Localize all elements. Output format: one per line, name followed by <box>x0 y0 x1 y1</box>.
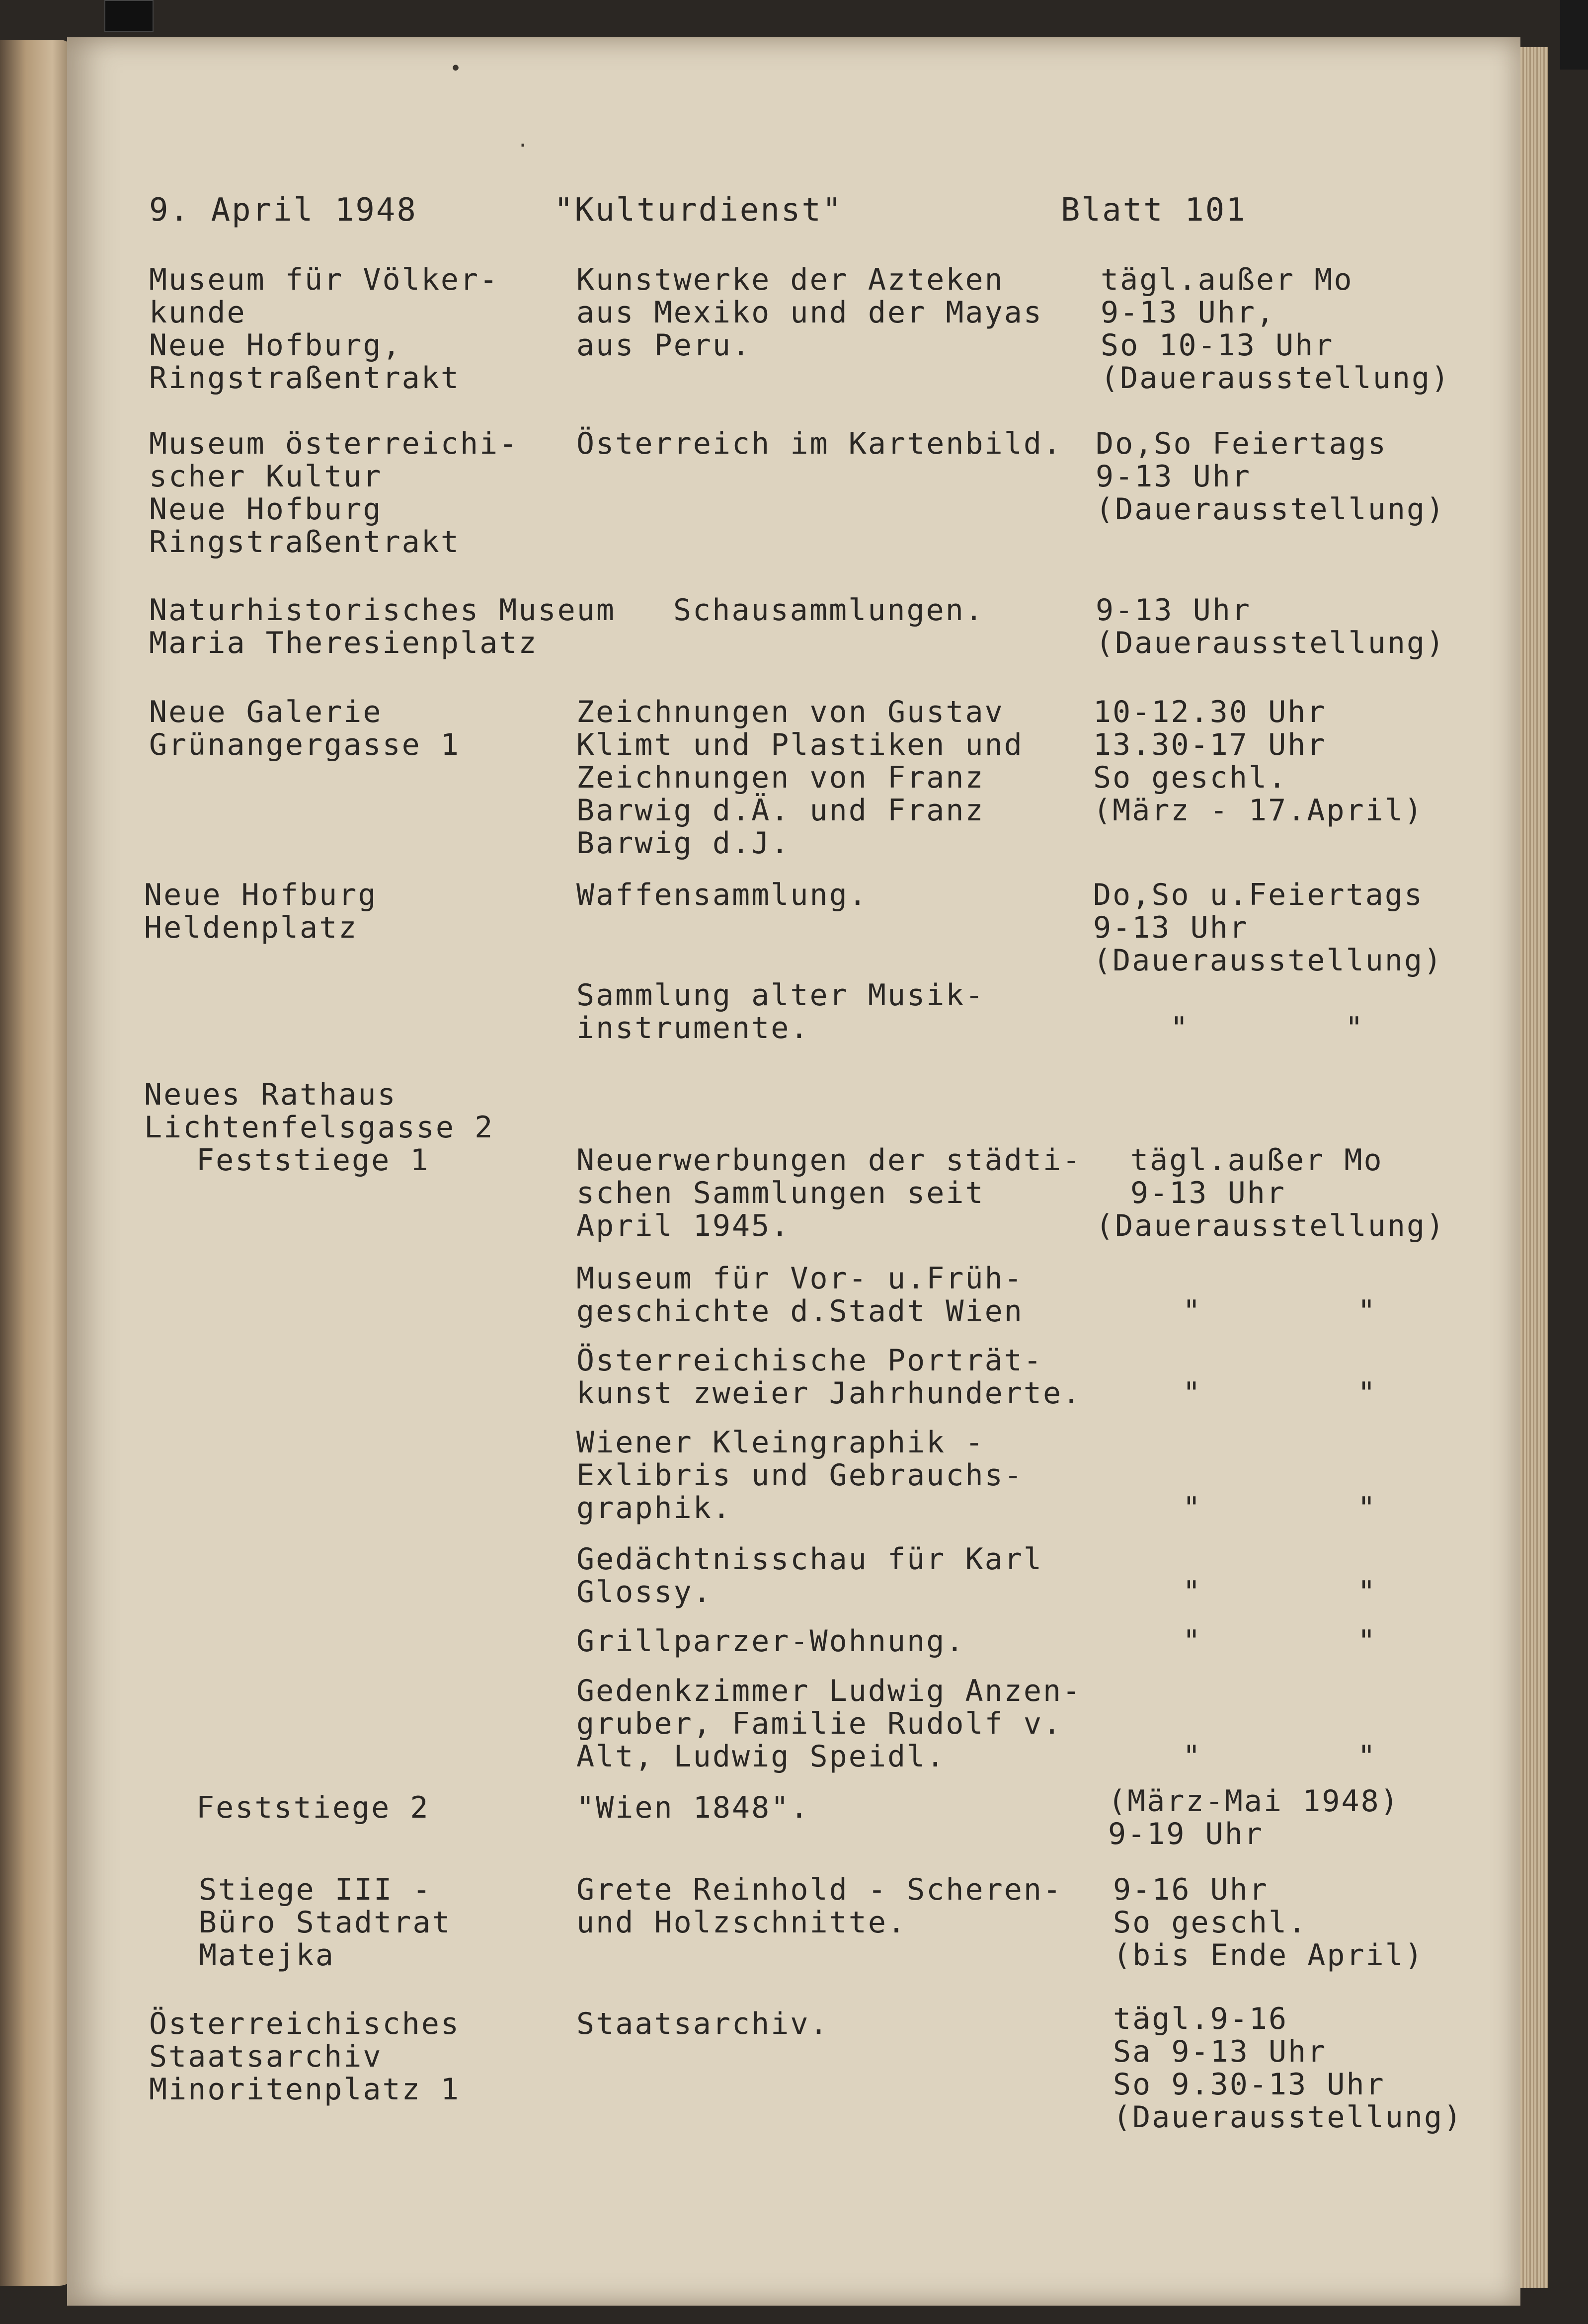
exhibition-line: Neuerwerbungen der städti- <box>576 1143 1082 1178</box>
location-line: Grünangergasse 1 <box>149 727 460 762</box>
exhibition-line: Staatsarchiv. <box>576 2006 829 2041</box>
stray-mark: • <box>450 57 462 80</box>
location-line: Ringstraßentrakt <box>149 525 460 560</box>
hours-line: 9-13 Uhr <box>1096 459 1251 494</box>
exhibition-line: Wiener Kleingraphik - <box>576 1425 985 1460</box>
hours-line: (März - 17.April) <box>1093 793 1424 828</box>
ditto-mark: " " <box>1183 1624 1377 1659</box>
header-publication: "Kulturdienst" <box>554 192 843 229</box>
location-line: Österreichisches <box>149 2006 460 2041</box>
ditto-mark: " " <box>1183 1294 1377 1329</box>
ditto-mark: " " <box>1183 1575 1377 1609</box>
hours-line: (Dauerausstellung) <box>1096 1208 1446 1243</box>
exhibition-line: graphik. <box>576 1491 732 1525</box>
exhibition-line: aus Mexiko und der Mayas <box>576 295 1043 330</box>
hours-line: (März-Mai 1948) <box>1108 1784 1400 1819</box>
hours-line: 9-13 Uhr, <box>1101 295 1276 330</box>
hours-line: Sa 9-13 Uhr <box>1113 2034 1327 2069</box>
hours-line: (bis Ende April) <box>1113 1938 1424 1973</box>
exhibition-line: Österreichische Porträt- <box>576 1343 1043 1378</box>
hours-line: (Dauerausstellung) <box>1113 2100 1463 2135</box>
exhibition-line: Gedenkzimmer Ludwig Anzen- <box>576 1674 1082 1708</box>
location-line: Neue Hofburg <box>144 878 378 912</box>
archive-tab <box>104 0 154 32</box>
exhibition-line: "Wien 1848". <box>576 1790 810 1825</box>
exhibition-line: gruber, Familie Rudolf v. <box>576 1706 1063 1741</box>
ditto-mark: " " <box>1183 1739 1377 1774</box>
exhibition-line: instrumente. <box>576 1011 810 1045</box>
location-line: Feststiege 2 <box>196 1790 430 1825</box>
exhibition-line: Grillparzer-Wohnung. <box>576 1624 965 1659</box>
hours-line: 9-13 Uhr <box>1096 593 1251 628</box>
exhibition-line: Grete Reinhold - Scheren- <box>576 1872 1063 1907</box>
exhibition-line: Gedächtnisschau für Karl <box>576 1542 1043 1577</box>
hours-line: So geschl. <box>1113 1905 1308 1940</box>
scan-color-bar <box>1560 0 1588 70</box>
hours-line: tägl.9-16 <box>1113 2002 1288 2036</box>
hours-line: (Dauerausstellung) <box>1101 361 1451 396</box>
location-line: Neue Galerie <box>149 695 383 729</box>
location-line: Ringstraßentrakt <box>149 361 460 396</box>
exhibition-line: schen Sammlungen seit <box>576 1176 985 1210</box>
exhibition-line: Exlibris und Gebrauchs- <box>576 1458 1024 1493</box>
hours-line: 9-16 Uhr <box>1113 1872 1269 1907</box>
exhibition-line: Sammlung alter Musik- <box>576 978 985 1013</box>
location-line: Stiege III - <box>199 1872 432 1907</box>
hours-line: tägl.außer Mo <box>1101 262 1353 297</box>
exhibition-line: April 1945. <box>576 1208 791 1243</box>
hours-line: 9-13 Uhr <box>1093 910 1249 945</box>
hours-line: (Dauerausstellung) <box>1096 626 1446 660</box>
exhibition-line: und Holzschnitte. <box>576 1905 907 1940</box>
page-stack-edge <box>1520 47 1548 2288</box>
location-line: Neues Rathaus <box>144 1077 397 1112</box>
exhibition-line: Kunstwerke der Azteken <box>576 262 1004 297</box>
location-line: Minoritenplatz 1 <box>149 2072 460 2107</box>
location-line: kunde <box>149 295 246 330</box>
location-line: Heldenplatz <box>144 910 358 945</box>
previous-page-edge <box>0 40 75 2286</box>
location-line: Naturhistorisches Museum <box>149 593 616 628</box>
hours-line: 13.30-17 Uhr <box>1093 727 1327 762</box>
hours-line: (Dauerausstellung) <box>1093 943 1443 978</box>
location-line: Staatsarchiv <box>149 2039 383 2074</box>
exhibition-line: kunst zweier Jahrhunderte. <box>576 1376 1082 1411</box>
exhibition-line: Zeichnungen von Franz <box>576 760 985 795</box>
location-line: Büro Stadtrat <box>199 1905 452 1940</box>
location-line: Neue Hofburg, <box>149 328 402 363</box>
exhibition-line: Alt, Ludwig Speidl. <box>576 1739 946 1774</box>
exhibition-line: aus Peru. <box>576 328 752 363</box>
hours-line: 10-12.30 Uhr <box>1093 695 1327 729</box>
exhibition-line: Glossy. <box>576 1575 713 1609</box>
hours-line: Do,So Feiertags <box>1096 426 1387 461</box>
hours-line: tägl.außer Mo <box>1130 1143 1383 1178</box>
hours-line: 9-19 Uhr <box>1108 1817 1264 1851</box>
ditto-mark: " " <box>1170 1011 1365 1045</box>
exhibition-line: Schausammlungen. <box>673 593 984 628</box>
stray-mark: · <box>517 134 529 157</box>
header-date: 9. April 1948 <box>149 192 417 229</box>
exhibition-line: Barwig d.J. <box>576 826 791 861</box>
exhibition-line: geschichte d.Stadt Wien <box>576 1294 1024 1329</box>
exhibition-line: Klimt und Plastiken und <box>576 727 1024 762</box>
location-line: Museum österreichi- <box>149 426 519 461</box>
exhibition-line: Zeichnungen von Gustav <box>576 695 1004 729</box>
location-line: Maria Theresienplatz <box>149 626 538 660</box>
ditto-mark: " " <box>1183 1491 1377 1525</box>
location-line: Museum für Völker- <box>149 262 499 297</box>
hours-line: 9-13 Uhr <box>1130 1176 1286 1210</box>
ditto-mark: " " <box>1183 1376 1377 1411</box>
exhibition-line: Museum für Vor- u.Früh- <box>576 1261 1024 1296</box>
hours-line: Do,So u.Feiertags <box>1093 878 1424 912</box>
location-line: scher Kultur <box>149 459 383 494</box>
hours-line: So 10-13 Uhr <box>1101 328 1334 363</box>
sublocation-line: Feststiege 1 <box>196 1143 430 1178</box>
location-line: Matejka <box>199 1938 335 1973</box>
location-line: Neue Hofburg <box>149 492 383 527</box>
header-sheet: Blatt 101 <box>1061 192 1247 229</box>
exhibition-line: Barwig d.Ä. und Franz <box>576 793 985 828</box>
exhibition-line: Waffensammlung. <box>576 878 868 912</box>
hours-line: So 9.30-13 Uhr <box>1113 2067 1385 2102</box>
hours-line: (Dauerausstellung) <box>1096 492 1446 527</box>
hours-line: So geschl. <box>1093 760 1288 795</box>
location-line: Lichtenfelsgasse 2 <box>144 1110 494 1145</box>
exhibition-line: Österreich im Kartenbild. <box>576 426 1063 461</box>
